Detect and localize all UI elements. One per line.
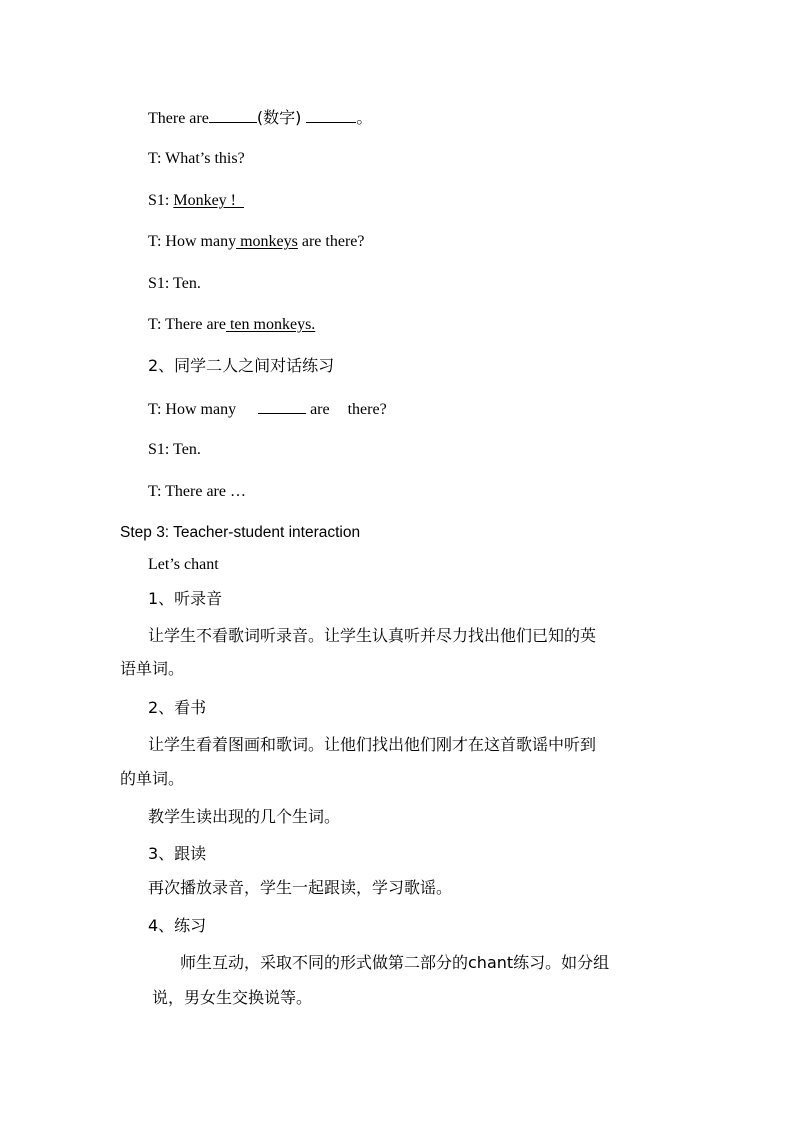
text: there? (347, 401, 387, 418)
underlined-text: Monkey ! (173, 192, 244, 209)
paragraph-line: 师生互动，采取不同的形式做第二部分的chant练习。如分组 (180, 953, 610, 972)
text: T: How many (148, 401, 237, 418)
dialogue-line: S1: Ten. (148, 441, 201, 458)
dialogue-line (148, 191, 244, 211)
underlined-text: monkeys (236, 233, 298, 250)
list-item: 3、跟读 (148, 844, 207, 863)
text: are (310, 401, 330, 418)
list-item: 2、同学二人之间对话练习 (148, 356, 335, 375)
text: T: There are (148, 316, 226, 333)
paragraph-line: 的单词。 (120, 769, 185, 788)
sub-heading: Let’s chant (148, 556, 219, 573)
dialogue-line: T: What’s this? (148, 150, 245, 167)
list-item: 4、练习 (148, 916, 207, 935)
underlined-text: ten monkeys. (225, 316, 316, 333)
text: (数字) (256, 108, 307, 127)
dialogue-line: T: There are … (148, 483, 246, 500)
text: T: How many (148, 233, 237, 250)
blank-line (258, 399, 306, 414)
text: are there? (297, 233, 365, 250)
dialogue-line: S1: Ten. (148, 275, 201, 292)
blank-line (306, 108, 356, 123)
paragraph-line: 让学生看着图画和歌词。让他们找出他们刚才在这首歌谣中听到 (148, 735, 597, 754)
text: S1: (148, 192, 174, 209)
paragraph-line: 说，男女生交换说等。 (152, 988, 313, 1007)
paragraph-line: 语单词。 (120, 659, 185, 678)
paragraph-line: 教学生读出现的几个生词。 (148, 807, 341, 826)
sentence-there-are-pattern (148, 108, 372, 129)
paragraph-line: 再次播放录音，学生一起跟读，学习歌谣。 (148, 878, 453, 897)
blank-line (209, 108, 257, 123)
paragraph-line: 让学生不看歌词听录音。让学生认真听并尽力找出他们已知的英 (148, 626, 597, 645)
text: 。 (356, 108, 373, 127)
dialogue-line (148, 399, 387, 420)
dialogue-line (148, 232, 364, 252)
text: There are (148, 110, 209, 127)
list-item: 1、听录音 (148, 589, 223, 608)
list-item: 2、看书 (148, 698, 207, 717)
dialogue-line (148, 315, 315, 335)
section-heading: Step 3: Teacher-student interaction (120, 524, 361, 541)
